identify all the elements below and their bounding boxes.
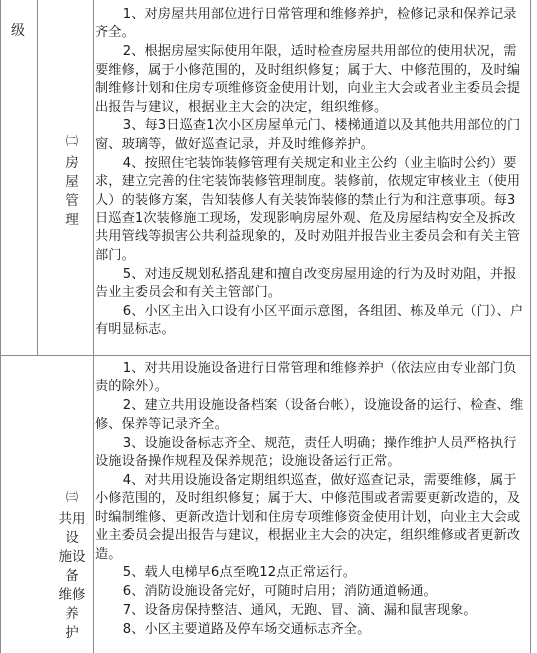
table-border-left: [0, 0, 1, 653]
list-item: 6、小区主出入口设有小区平面示意图，各组团、栋及单元（门）、户有明显标志。: [95, 304, 524, 338]
column-divider-category: [93, 0, 94, 653]
list-item: 4、按照住宅装饰装修管理有关规定和业主公约（业主临时公约）要求，建立完善的住宅装饰装修管理制度。装修前，依规定审核业主（使用人）的装修方案，告知装修人有关装饰装修的禁止行为和注意事项。每3日巡查1次装修施工现场，发现影响房屋外观、危及房屋结构安全及拆改共用管线等损害公共利益现象的，及时劝阻并报告业主委员会和有关主管部门。: [95, 155, 521, 263]
category-label-char: 屋: [65, 174, 79, 190]
category-label-char: 管: [65, 193, 79, 209]
column-divider-level: [37, 0, 38, 356]
list-item: 1、对共用设施设备进行日常管理和维修养护（依法应由专业部门负责的除外）。: [95, 361, 517, 395]
category-label-line: 共用设: [58, 511, 86, 546]
list-item: 2、根据房屋实际使用年限，适时检查房屋共用部位的使用状况，需要维修，属于小修范围的，及时组织修复；属于大、中修范围的，及时编制维修计划和住房专项维修资金使用计划，向业主大会或者业主委员会提出报告与建议，根据业主大会的决定，组织维修。: [95, 44, 521, 115]
list-item: 5、对违反规划私搭乱建和擅自改变房屋用途的行为及时劝阻，并报告业主委员会和有关主管部门。: [95, 266, 517, 301]
list-item: 5、载人电梯早6点至晚12点正常运行。: [122, 565, 356, 581]
list-item: 3、每3日巡查1次小区房屋单元门、楼梯通道以及其他共用部位的门窗、玻璃等，做好巡查记录，并及时维修养护。: [95, 118, 521, 152]
category-facility-maintenance: [52, 488, 92, 643]
section-facility-maintenance-items: [95, 360, 528, 640]
category-label-line: 维修养: [58, 587, 86, 622]
category-number: ㈡: [65, 134, 78, 148]
category-house-management: [52, 132, 92, 230]
list-item: 7、设备房保持整洁、通风，无跑、冒、滴、漏和鼠害现象。: [122, 603, 477, 619]
row-divider: [0, 355, 531, 356]
list-item: 1、对房屋共用部位进行日常管理和维修养护，检修记录和保养记录齐全。: [95, 7, 517, 41]
category-label-char: 理: [65, 212, 79, 228]
list-item: 2、建立共用设施设备档案（设备台帐），设施设备的运行、检查、维修、保养等记录齐全。: [95, 398, 524, 432]
list-item: 4、对共用设施设备定期组织巡查，做好巡查记录，需要维修，属于小修范围的，及时组织修复；属于大、中修范围或者需要更新改造的，及时编制维修、更新改造计划和住房专项维修资金使用计划，向业主大会或业主委员会提出报告与建议，根据业主大会的决定，组织维修或者更新改造。: [95, 472, 521, 562]
category-label-line: 护: [65, 625, 79, 641]
category-number: ㈢: [65, 490, 78, 504]
category-label-line: 施设备: [58, 549, 86, 584]
section-house-management-items: [95, 6, 528, 340]
table-border-right: [530, 0, 531, 653]
list-item: 6、消防设施设备完好，可随时启用；消防通道畅通。: [122, 584, 437, 600]
level-label: 级: [11, 23, 25, 39]
category-label-char: 房: [65, 155, 79, 171]
list-item: 8、小区主要道路及停车场交通标志齐全。: [122, 622, 371, 638]
list-item: 3、设施设备标志齐全、规范，责任人明确；操作维护人员严格执行设施设备操作规程及保养规范；设施设备运行正常。: [95, 435, 517, 470]
